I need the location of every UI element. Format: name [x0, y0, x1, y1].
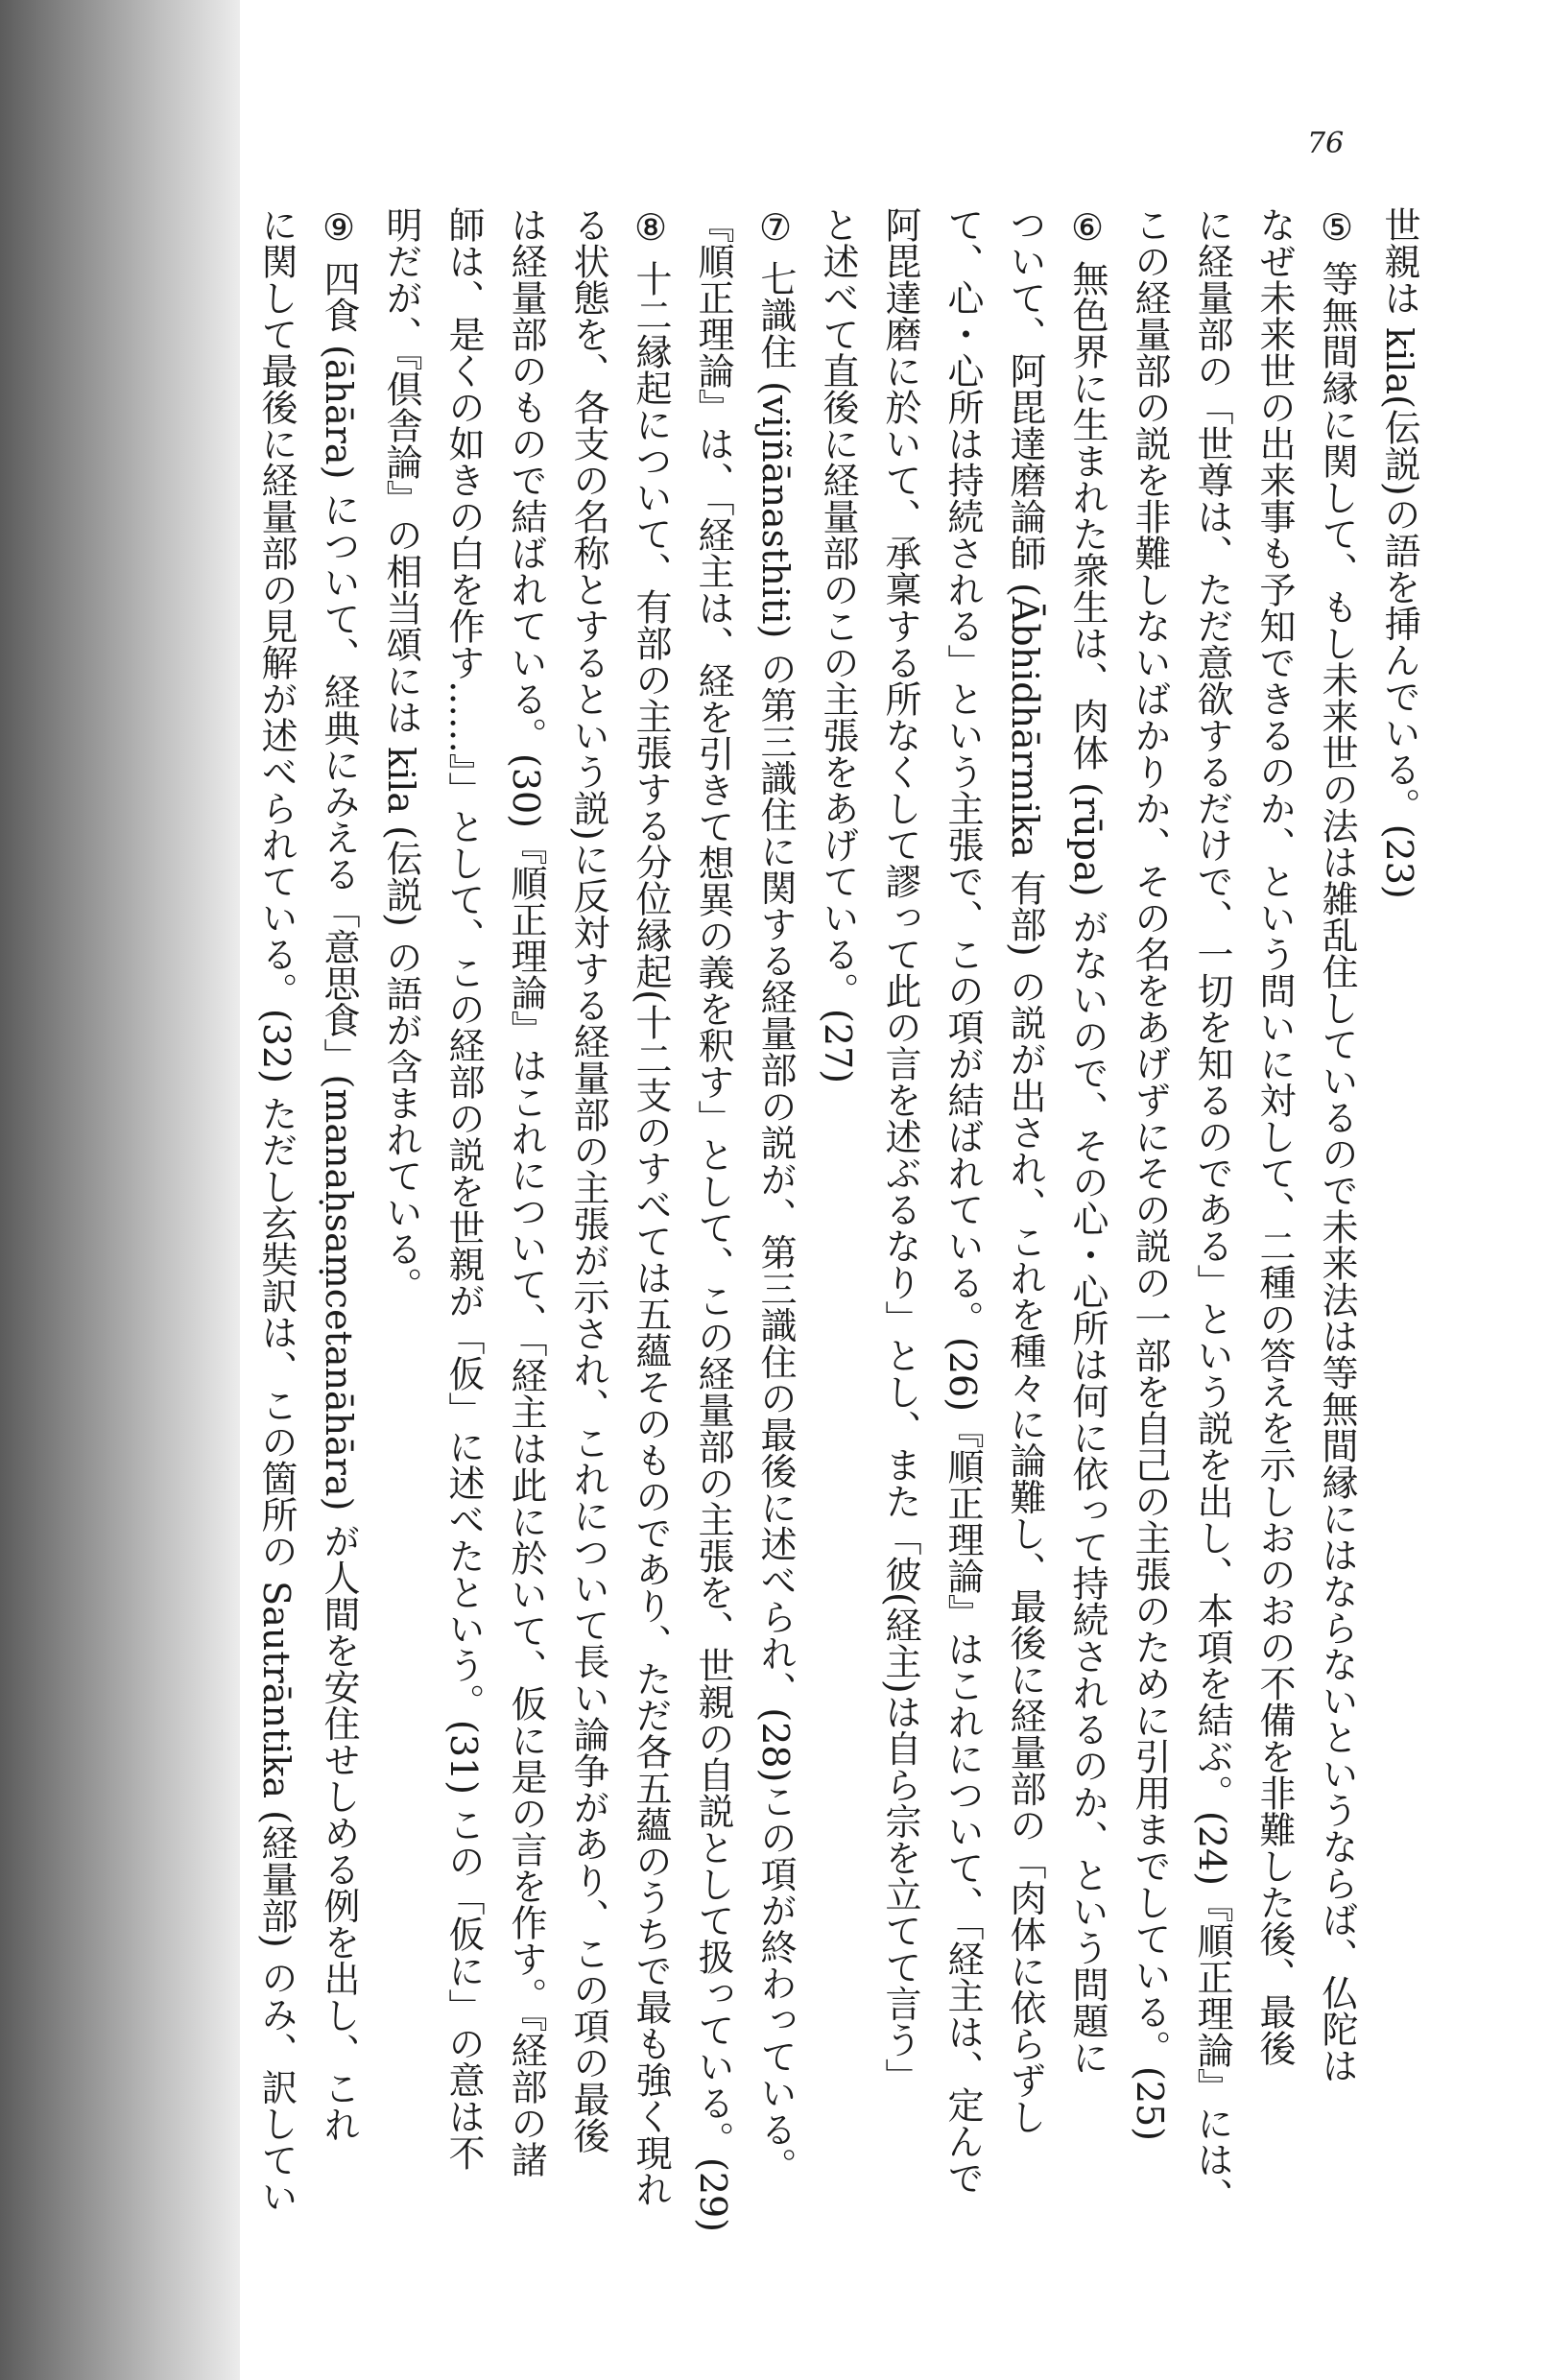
- text-line: ⑧ 十二縁起について、有部の主張する分位縁起(十二支のすべては五蘊そのものであり、ただ各五蘊のうちで最も強く現れ: [630, 206, 672, 2207]
- page-number: 76: [1307, 127, 1345, 160]
- text-line: 『順正理論』は、「経主は、経を引きて想異の義を釈す」として、この経量部の主張を、世親の自説として扱っている。(29): [692, 206, 734, 2233]
- text-line: 明だが、『倶舎論』の相当頌には kila (伝説) の語が含まれている。: [380, 206, 422, 1303]
- text-line: に経量部の「世尊は、ただ意欲するだけで、一切を知るのである」という説を出し、本項を結ぶ。(24)『順正理論』には、: [1191, 206, 1233, 2215]
- text-line: て、心・心所は持続される」という主張で、この項が結ばれている。(26)『順正理論』はこれについて、「経主は、定んで: [941, 206, 984, 2197]
- text-line: ⑦ 七識住 (vijñānasthiti) の第三識住に関する経量部の説が、第三識住の最後に述べられ、(28)この項が終わっている。: [754, 206, 797, 2184]
- text-line: なぜ未来世の出来事も予知できるのか、という問いに対して、二種の答えを示しおのおの不備を非難した後、最後: [1253, 206, 1296, 2066]
- vertical-text-body: [163, 206, 1430, 2241]
- text-line: と述べて直後に経量部のこの主張をあげている。(27): [817, 206, 859, 1084]
- text-line: に関して最後に経量部の見解が述べられている。(32) ただし玄奘訳は、この箇所の Sautrāntika (経量部) のみ、訳してい: [255, 206, 298, 2215]
- text-line: は経量部のもので結ばれている。(30)『順正理論』はこれについて、「経主は此に於いて、仮に是の言を作す。『経部の諸: [505, 206, 547, 2178]
- text-line: ⑨ 四食 (āhāra) について、経典にみえる「意思食」(manaḥsaṃcetanāhāra) が人間を安住せしめる例を出し、これ: [318, 206, 360, 2143]
- text-line: この経量部の説を非難しないばかりか、その名をあげずにその説の一部を自己の主張のために引用までしている。(25): [1129, 206, 1171, 2142]
- text-line: ⑥ 無色界に生まれた衆生は、肉体 (rūpa) がないので、その心・心所は何に依って持続されるのか、という問題に: [1066, 206, 1108, 2076]
- text-line: ⑤ 等無間縁に関して、もし未来世の法は雑乱住しているので未来法は等無間縁にはならないというならば、仏陀は: [1316, 206, 1358, 2084]
- text-line: る状態を、各支の名称とするという説)に反対する経量部の主張が示され、これについて長い論争があり、この項の最後: [567, 206, 609, 2154]
- text-line: 阿毘達磨に於いて、承稟する所なくして謬って此の言を述ぶるなり」とし、また「彼(経主)は自ら宗を立てて言う」: [879, 206, 921, 2095]
- text-line: ついて、阿毘達磨論師 (Ābhidhārmika 有部) の説が出され、これを種々に論難し、最後に経量部の「肉体に依らずし: [1004, 206, 1046, 2135]
- text-line: 師は、是くの如きの白を作す……』」として、この経部の説を世親が「仮」に述べたという。(31) この「仮に」の意は不: [442, 206, 485, 2172]
- text-line: 世親は kila(伝説)の語を挿んでいる。(23): [1378, 206, 1420, 899]
